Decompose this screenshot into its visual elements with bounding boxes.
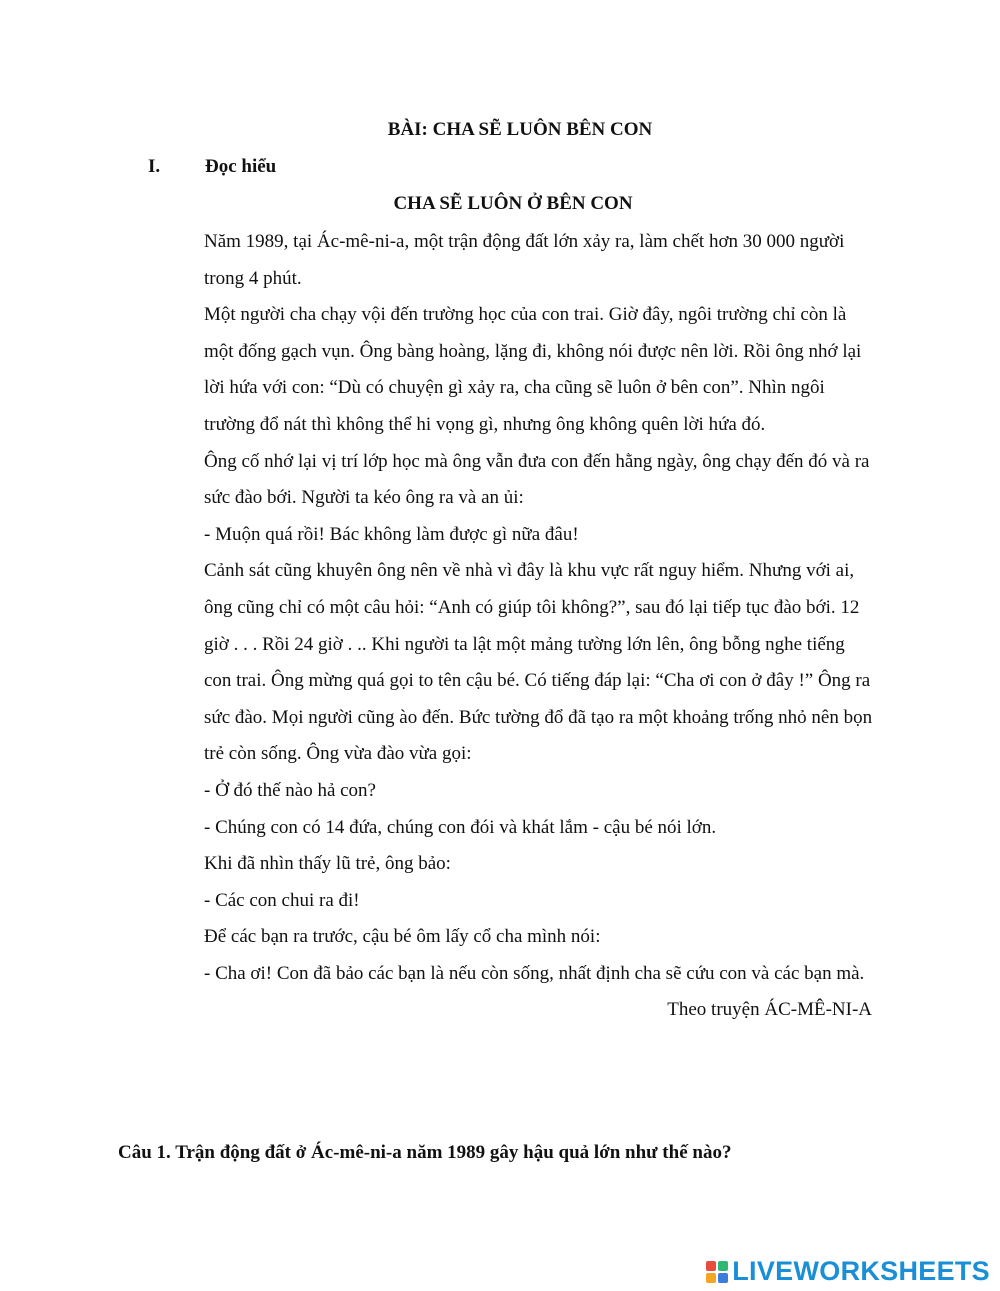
story-source: Theo truyện ÁC-MÊ-NI-A [667, 999, 872, 1021]
story-paragraph: - Cha ơi! Con đã bảo các bạn là nếu còn sống, nhất định cha sẽ cứu con và các bạn mà. [204, 962, 865, 984]
story-paragraph: - Chúng con có 14 đứa, chúng con đói và khát lắm - cậu bé nói lớn. [204, 816, 717, 838]
story-paragraph: Năm 1989, tại Ác-mê-ni-a, một trận động đất lớn xảy ra, làm chết hơn 30 000 người trong 4 phút. [204, 231, 845, 289]
logo-square-icon [718, 1261, 728, 1271]
story-body [204, 224, 876, 1029]
liveworksheets-logo-text: LIVEWORKSHEETS [732, 1256, 990, 1286]
story-paragraph: Để các bạn ra trước, cậu bé ôm lấy cổ cha mình nói: [204, 926, 601, 948]
worksheet-title: BÀI: CHA SẼ LUÔN BÊN CON [387, 119, 653, 140]
story-paragraph: - Muộn quá rồi! Bác không làm được gì nữa đâu! [204, 523, 579, 545]
logo-square-icon [706, 1273, 716, 1283]
question-1: Câu 1. Trận động đất ở Ác-mê-ni-a năm 1989 gây hậu quả lớn như thế nào? [118, 1142, 732, 1163]
story-paragraph: Khi đã nhìn thấy lũ trẻ, ông bảo: [204, 853, 451, 875]
section-number: I. [148, 156, 161, 177]
story-paragraph: Ông cố nhớ lại vị trí lớp học mà ông vẫn đưa con đến hằng ngày, ông chạy đến đó và ra sức đào bới. Người ta kéo ông ra và an ủi: [204, 450, 870, 509]
liveworksheets-logo-icon [706, 1261, 728, 1283]
story-paragraph: Cảnh sát cũng khuyên ông nên về nhà vì đây là khu vực rất nguy hiểm. Nhưng với ai, ông cũng chỉ có một câu hỏi: “Anh có giúp tôi không?”, sau đó lại tiếp tục đào bới. 12 giờ . . . Rồi 24 giờ . .. Khi người ta lật một mảng tường lớn lên, ông bỗng nghe tiếng con trai. Ông mừng quá gọi to tên cậu bé. Có tiếng đáp lại: “Cha ơi con ở đây !” Ông ra sức đào. Mọi người cũng ào đến. Bức tường đổ đã tạo ra một khoảng trống nhỏ nên bọn trẻ còn sống. Ông vừa đào vừa gọi: [204, 560, 873, 765]
story-paragraph: Một người cha chạy vội đến trường học của con trai. Giờ đây, ngôi trường chỉ còn là một đống gạch vụn. Ông bàng hoàng, lặng đi, không nói được nên lời. Rồi ông nhớ lại lời hứa với con: “Dù có chuyện gì xảy ra, cha cũng sẽ luôn ở bên con”. Nhìn ngôi trường đổ nát thì không thể hi vọng gì, nhưng ông không quên lời hứa đó. [204, 304, 862, 435]
story-paragraph: - Ở đó thế nào hả con? [204, 779, 376, 801]
logo-square-icon [706, 1261, 716, 1271]
section-title: Đọc hiểu [205, 156, 277, 177]
story-paragraph: - Các con chui ra đi! [204, 889, 360, 911]
liveworksheets-logo[interactable] [706, 1256, 990, 1287]
logo-square-icon [718, 1273, 728, 1283]
story-title: CHA SẼ LUÔN Ở BÊN CON [393, 193, 633, 214]
